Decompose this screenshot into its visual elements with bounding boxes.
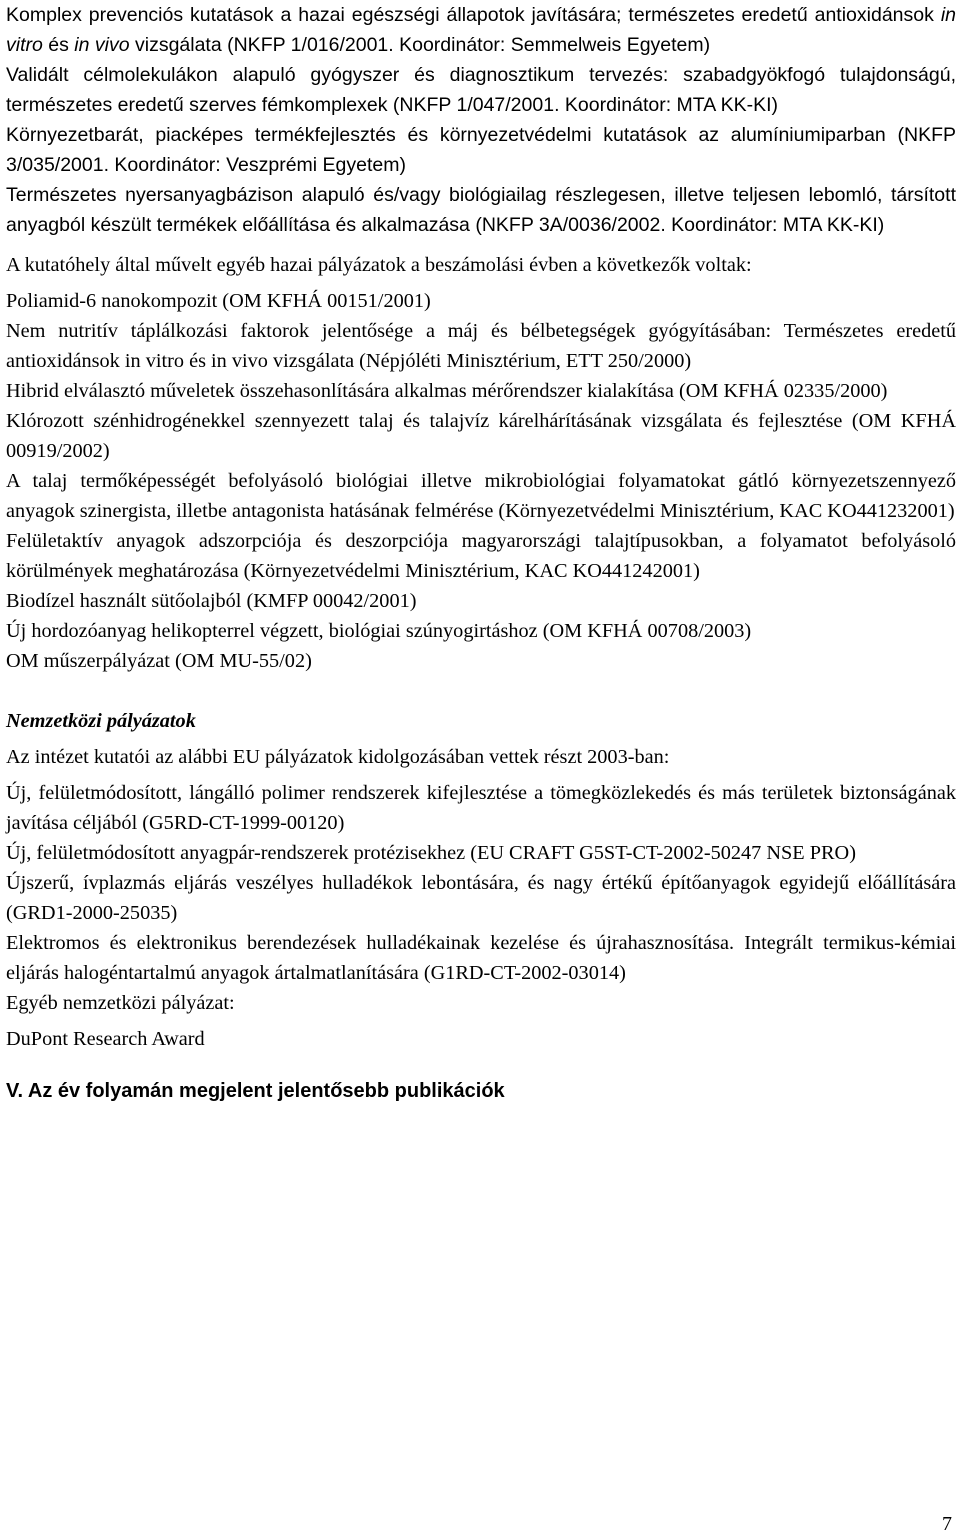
domestic-project-list <box>6 286 956 676</box>
list-item: • Poliamid-6 nanokompozit (OM KFHÁ 00151/2001) <box>6 286 956 316</box>
list-item: • Környezetbarát, piacképes termékfejlesztés és környezetvédelmi kutatások az alumíniumiparban (NKFP 3/035/2001. Koordinátor: Veszprémi Egyetem) <box>6 120 956 180</box>
list-item: • Újszerű, ívplazmás eljárás veszélyes hulladékok lebontására, és nagy értékű építőanyagok egyidejű előállítására (GRD1-2000-25035) <box>6 868 956 928</box>
list-item: • Klórozott szénhidrogénekkel szennyezett talaj és talajvíz kárelhárításának vizsgálata és fejlesztése (OM KFHÁ 00919/2002) <box>6 406 956 466</box>
list-item: • Elektromos és elektronikus berendezések hulladékainak kezelése és újrahasznosítása. Integrált termikus-kémiai eljárás halogéntartalmú anyagok ártalmatlanítására (G1RD-CT-2002-03014) <box>6 928 956 988</box>
list-item: • Validált célmolekulákon alapuló gyógyszer és diagnosztikum tervezés: szabadgyökfogó tulajdonságú, természetes eredetű szerves fémkomplexek (NKFP 1/047/2001. Koordinátor: MTA KK-KI) <box>6 60 956 120</box>
list-item: • OM műszerpályázat (OM MU-55/02) <box>6 646 956 676</box>
page-number: 7 <box>942 1513 952 1535</box>
list-item: • Hibrid elválasztó műveletek összehasonlítására alkalmas mérőrendszer kialakítása (OM KFHÁ 02335/2000) <box>6 376 956 406</box>
list-item: • Komplex prevenciós kutatások a hazai egészségi állapotok javítására; természetes eredetű antioxidánsok in vitro és in vivo vizsgálata (NKFP 1/016/2001. Koordinátor: Semmelweis Egyetem) <box>6 0 956 60</box>
list-item: • Új, felületmódosított, lángálló polimer rendszerek kifejlesztése a tömegközlekedés és más területek biztonságának javítása céljából (G5RD-CT-1999-00120) <box>6 778 956 838</box>
nkfp-project-list <box>6 0 956 240</box>
section-heading-publications: V. Az év folyamán megjelent jelentősebb publikációk <box>6 1080 505 1102</box>
eu-intro: Az intézet kutatói az alábbi EU pályázatok kidolgozásában vettek részt 2003-ban: <box>6 746 670 768</box>
list-item: • Biodízel használt sütőolajból (KMFP 00042/2001) <box>6 586 956 616</box>
section-title-international: Nemzetközi pályázatok <box>6 710 196 732</box>
list-item: • Nem nutritív táplálkozási faktorok jelentősége a máj és bélbetegségek gyógyításában: Természetes eredetű antioxidánsok in vitro és in vivo vizsgálata (Népjóléti Minisztérium, ETT 250/2000) <box>6 316 956 376</box>
other-international-intro: Egyéb nemzetközi pályázat: <box>6 992 235 1014</box>
domestic-intro: A kutatóhely által művelt egyéb hazai pályázatok a beszámolási évben a következők voltak: <box>6 254 752 276</box>
list-item: • Természetes nyersanyagbázison alapuló és/vagy biológiailag részlegesen, illetve teljesen lebomló, társított anyagból készült termékek előállítása és alkalmazása (NKFP 3A/0036/2002. Koordinátor: MTA KK-KI) <box>6 180 956 240</box>
other-international-list <box>6 1024 956 1054</box>
list-item: • A talaj termőképességét befolyásoló biológiai illetve mikrobiológiai folyamatokat gátló környezetszennyező anyagok szinergista, illetbe antagonista hatásának felmérése (Környezetvédelmi Minisztérium, KAC KO441232001) <box>6 466 956 526</box>
eu-project-list <box>6 778 956 988</box>
list-item: • Felületaktív anyagok adszorpciója és deszorpciója magyarországi talajtípusokban, a folyamatot befolyásoló körülmények meghatározása (Környezetvédelmi Minisztérium, KAC KO441242001) <box>6 526 956 586</box>
list-item: • DuPont Research Award <box>6 1024 956 1054</box>
list-item: • Új hordozóanyag helikopterrel végzett, biológiai szúnyogirtáshoz (OM KFHÁ 00708/2003) <box>6 616 956 646</box>
document-page <box>6 0 956 1106</box>
list-item: • Új, felületmódosított anyagpár-rendszerek protézisekhez (EU CRAFT G5ST-CT-2002-50247 NSE PRO) <box>6 838 956 868</box>
